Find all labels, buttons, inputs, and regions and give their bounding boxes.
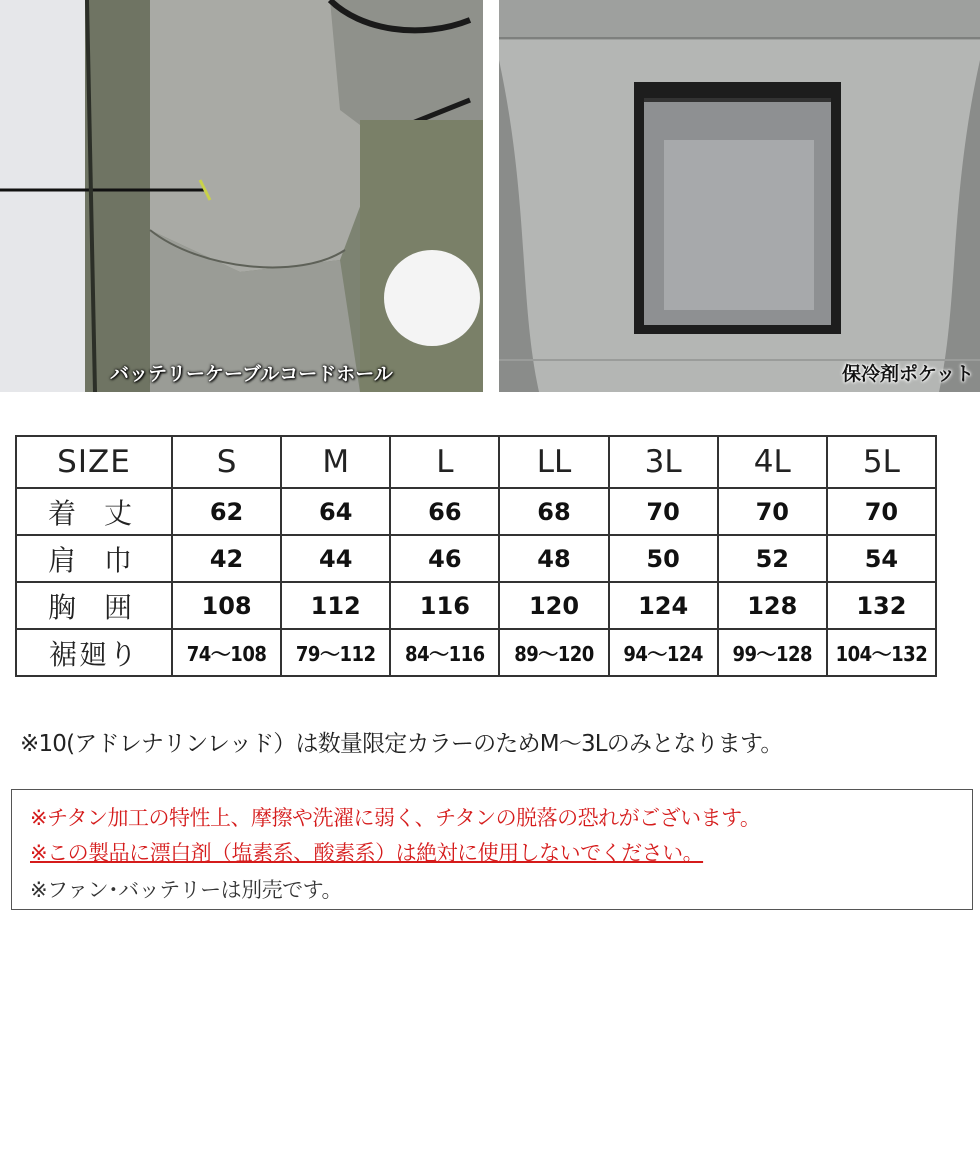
size-m: M [281,436,390,488]
table-cell: 64 [281,488,390,535]
table-cell: 66 [390,488,499,535]
cooling-pocket-caption: 保冷剤ポケット [841,363,974,385]
size-s: S [172,436,281,488]
size-l: L [390,436,499,488]
table-cell: 46 [390,535,499,582]
shoulder-label: 肩巾 [16,535,172,582]
size-ll: LL [499,436,608,488]
size-table [15,435,937,677]
table-cell: 70 [718,488,827,535]
length-label: 着丈 [16,488,172,535]
chest-row [16,582,936,629]
size-header-row [16,436,936,488]
battery-cable-hole-image [0,0,483,392]
table-cell: 104～132 [827,629,936,676]
bleach-warning: ※この製品に漂白剤（塩素系、酸素系）は絶対に使用しないでください。 [30,841,704,865]
table-cell: 124 [609,582,718,629]
table-cell: 52 [718,535,827,582]
table-cell: 54 [827,535,936,582]
battery-cable-hole-caption: バッテリーケーブルコードホール [110,363,393,385]
table-cell: 70 [827,488,936,535]
table-cell: 99～128 [718,629,827,676]
hem-label: 裾廻り [16,629,172,676]
table-cell: 116 [390,582,499,629]
battery-cable-hole-photo [0,0,483,392]
chest-label: 胸囲 [16,582,172,629]
length-row [16,488,936,535]
limited-color-note: ※10(アドレナリンレッド）は数量限定カラーのためM～3Lのみとなります。 [20,731,783,757]
table-cell: 112 [281,582,390,629]
size-3l: 3L [609,436,718,488]
size-4l: 4L [718,436,827,488]
shoulder-row [16,535,936,582]
table-cell: 44 [281,535,390,582]
table-cell: 108 [172,582,281,629]
table-cell: 132 [827,582,936,629]
table-cell: 48 [499,535,608,582]
table-cell: 42 [172,535,281,582]
cooling-pocket-photo [499,0,980,392]
table-cell: 50 [609,535,718,582]
table-cell: 120 [499,582,608,629]
size-header-label: SIZE [16,436,172,488]
table-cell: 70 [609,488,718,535]
titanium-warning: ※チタン加工の特性上、摩擦や洗濯に弱く、チタンの脱落の恐れがございます。 [30,806,761,830]
table-cell: 89～120 [499,629,608,676]
table-cell: 84～116 [390,629,499,676]
hem-row [16,629,936,676]
table-cell: 62 [172,488,281,535]
size-5l: 5L [827,436,936,488]
cooling-pocket-image [499,0,980,392]
table-cell: 68 [499,488,608,535]
sold-separately-note: ※ファン･バッテリーは別売です。 [30,878,342,902]
table-cell: 79～112 [281,629,390,676]
table-cell: 94～124 [609,629,718,676]
table-cell: 128 [718,582,827,629]
table-cell: 74～108 [172,629,281,676]
notice-box [11,789,973,910]
